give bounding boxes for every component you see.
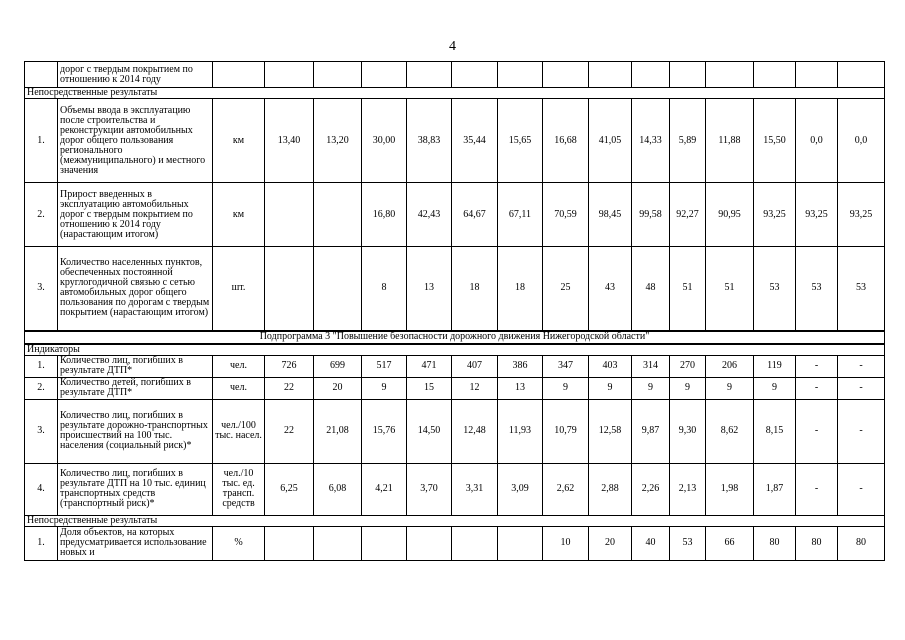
value-cell: 10 bbox=[543, 526, 589, 560]
value-cell bbox=[452, 526, 498, 560]
unit-of-measure: км bbox=[213, 183, 265, 247]
value-cell: 407 bbox=[452, 355, 498, 377]
value-cell: 18 bbox=[498, 247, 543, 331]
row-number: 1. bbox=[25, 99, 58, 183]
value-cell: 119 bbox=[754, 355, 796, 377]
value-cell: 22 bbox=[265, 377, 314, 399]
value-cell: 51 bbox=[670, 247, 706, 331]
indicator-name: Количество населенных пунктов, обеспеченных постоянной круглогодичной связью с сетью автомобильных дорог общего пользования по дорогам с твердым покрытием (нарастающим итогом) bbox=[58, 247, 213, 331]
indicators-table bbox=[24, 61, 885, 561]
section-heading: Индикаторы bbox=[25, 344, 885, 356]
value-cell: - bbox=[838, 463, 885, 515]
unit-of-measure: шт. bbox=[213, 247, 265, 331]
value-cell: 15,65 bbox=[498, 99, 543, 183]
value-cell: 3,70 bbox=[407, 463, 452, 515]
value-cell: 13 bbox=[498, 377, 543, 399]
value-cell: 9 bbox=[543, 377, 589, 399]
value-cell: 10,79 bbox=[543, 399, 589, 463]
value-cell: 726 bbox=[265, 355, 314, 377]
indicator-name: Объемы ввода в эксплуатацию после строительства и реконструкции автомобильных дорог общего пользования регионального (межмуниципального) и местного значения bbox=[58, 99, 213, 183]
value-cell: 12,48 bbox=[452, 399, 498, 463]
value-cell: 64,67 bbox=[452, 183, 498, 247]
table-row bbox=[25, 183, 885, 247]
row-number: 4. bbox=[25, 463, 58, 515]
value-cell: 386 bbox=[498, 355, 543, 377]
table-row bbox=[25, 526, 885, 560]
value-cell: 314 bbox=[632, 355, 670, 377]
value-cell: 90,95 bbox=[706, 183, 754, 247]
value-cell: 0,0 bbox=[796, 99, 838, 183]
value-cell bbox=[452, 62, 498, 88]
value-cell: 12,58 bbox=[589, 399, 632, 463]
value-cell: 4,21 bbox=[362, 463, 407, 515]
row-number: 3. bbox=[25, 247, 58, 331]
value-cell: 8,62 bbox=[706, 399, 754, 463]
value-cell: 30,00 bbox=[362, 99, 407, 183]
value-cell: 21,08 bbox=[314, 399, 362, 463]
value-cell: 11,93 bbox=[498, 399, 543, 463]
value-cell: 3,09 bbox=[498, 463, 543, 515]
indicator-name: Количество лиц, погибших в результате дорожно-транспортных происшествий на 100 тыс. населения (социальный риск)* bbox=[58, 399, 213, 463]
indicator-name: Прирост введенных в эксплуатацию автомобильных дорог с твердым покрытием по отношению к 2014 году (нарастающим итогом) bbox=[58, 183, 213, 247]
section-row bbox=[25, 344, 885, 356]
indicator-name: Количество лиц, погибших в результате ДТП* bbox=[58, 355, 213, 377]
value-cell: 0,0 bbox=[838, 99, 885, 183]
value-cell: 53 bbox=[670, 526, 706, 560]
value-cell: 8,15 bbox=[754, 399, 796, 463]
value-cell: 22 bbox=[265, 399, 314, 463]
value-cell: 53 bbox=[796, 247, 838, 331]
value-cell: 9 bbox=[362, 377, 407, 399]
value-cell: 43 bbox=[589, 247, 632, 331]
value-cell: 48 bbox=[632, 247, 670, 331]
value-cell: 80 bbox=[754, 526, 796, 560]
row-number: 1. bbox=[25, 355, 58, 377]
section-heading: Непосредственные результаты bbox=[25, 88, 885, 99]
value-cell bbox=[407, 62, 452, 88]
indicator-name: Доля объектов, на которых предусматривается использование новых и bbox=[58, 526, 213, 560]
value-cell bbox=[543, 62, 589, 88]
value-cell: 3,31 bbox=[452, 463, 498, 515]
table-row bbox=[25, 463, 885, 515]
value-cell bbox=[265, 62, 314, 88]
table-row bbox=[25, 247, 885, 331]
value-cell: 20 bbox=[589, 526, 632, 560]
indicator-name: Количество лиц, погибших в результате ДТП на 10 тыс. единиц транспортных средств (транспортный риск)* bbox=[58, 463, 213, 515]
row-number: 1. bbox=[25, 526, 58, 560]
value-cell: 15,76 bbox=[362, 399, 407, 463]
value-cell: - bbox=[796, 377, 838, 399]
value-cell: 66 bbox=[706, 526, 754, 560]
value-cell: 1,87 bbox=[754, 463, 796, 515]
unit-of-measure: % bbox=[213, 526, 265, 560]
value-cell bbox=[362, 526, 407, 560]
value-cell: 2,26 bbox=[632, 463, 670, 515]
value-cell bbox=[314, 526, 362, 560]
value-cell bbox=[498, 62, 543, 88]
value-cell: 13,40 bbox=[265, 99, 314, 183]
value-cell: 53 bbox=[754, 247, 796, 331]
value-cell: - bbox=[796, 463, 838, 515]
value-cell: 270 bbox=[670, 355, 706, 377]
value-cell: 42,43 bbox=[407, 183, 452, 247]
section-heading: Непосредственные результаты bbox=[25, 515, 885, 526]
table-row bbox=[25, 99, 885, 183]
value-cell bbox=[265, 526, 314, 560]
table-row bbox=[25, 399, 885, 463]
value-cell: 16,68 bbox=[543, 99, 589, 183]
value-cell bbox=[314, 183, 362, 247]
value-cell: 80 bbox=[838, 526, 885, 560]
value-cell: 6,08 bbox=[314, 463, 362, 515]
value-cell bbox=[754, 62, 796, 88]
value-cell: 2,13 bbox=[670, 463, 706, 515]
value-cell bbox=[265, 183, 314, 247]
unit-of-measure: чел. bbox=[213, 377, 265, 399]
value-cell: 699 bbox=[314, 355, 362, 377]
value-cell: 9 bbox=[754, 377, 796, 399]
value-cell: 347 bbox=[543, 355, 589, 377]
value-cell: 16,80 bbox=[362, 183, 407, 247]
value-cell: 14,33 bbox=[632, 99, 670, 183]
value-cell: 18 bbox=[452, 247, 498, 331]
unit-of-measure: чел./100 тыс. насел. bbox=[213, 399, 265, 463]
value-cell: 98,45 bbox=[589, 183, 632, 247]
value-cell: 15 bbox=[407, 377, 452, 399]
value-cell bbox=[589, 62, 632, 88]
value-cell: 93,25 bbox=[796, 183, 838, 247]
value-cell: 53 bbox=[838, 247, 885, 331]
value-cell: 9 bbox=[706, 377, 754, 399]
value-cell: 41,05 bbox=[589, 99, 632, 183]
row-number: 2. bbox=[25, 377, 58, 399]
indicator-name: дорог с твердым покрытием по отношению к 2014 году bbox=[58, 62, 213, 88]
value-cell: 6,25 bbox=[265, 463, 314, 515]
value-cell: 8 bbox=[362, 247, 407, 331]
value-cell: - bbox=[838, 355, 885, 377]
value-cell: 206 bbox=[706, 355, 754, 377]
value-cell: - bbox=[796, 399, 838, 463]
value-cell bbox=[314, 62, 362, 88]
value-cell: 14,50 bbox=[407, 399, 452, 463]
subprogram-heading: Подпрограмма 3 "Повышение безопасности дорожного движения Нижегородской области" bbox=[25, 331, 885, 344]
value-cell: 40 bbox=[632, 526, 670, 560]
table-row bbox=[25, 355, 885, 377]
value-cell: 80 bbox=[796, 526, 838, 560]
value-cell: 9 bbox=[670, 377, 706, 399]
value-cell: 99,58 bbox=[632, 183, 670, 247]
value-cell bbox=[407, 526, 452, 560]
value-cell bbox=[838, 62, 885, 88]
value-cell: - bbox=[838, 399, 885, 463]
section-row bbox=[25, 515, 885, 526]
subprogram-row bbox=[25, 331, 885, 344]
value-cell: 20 bbox=[314, 377, 362, 399]
row-number: 2. bbox=[25, 183, 58, 247]
value-cell: 12 bbox=[452, 377, 498, 399]
value-cell: 403 bbox=[589, 355, 632, 377]
value-cell: 35,44 bbox=[452, 99, 498, 183]
value-cell: 38,83 bbox=[407, 99, 452, 183]
unit-of-measure: чел. bbox=[213, 355, 265, 377]
value-cell: 92,27 bbox=[670, 183, 706, 247]
value-cell: 5,89 bbox=[670, 99, 706, 183]
value-cell bbox=[706, 62, 754, 88]
row-number bbox=[25, 62, 58, 88]
value-cell: 9 bbox=[589, 377, 632, 399]
indicator-name: Количество детей, погибших в результате ДТП* bbox=[58, 377, 213, 399]
table-row bbox=[25, 377, 885, 399]
table-row bbox=[25, 62, 885, 88]
value-cell: 471 bbox=[407, 355, 452, 377]
unit-of-measure: чел./10 тыс. ед. трансп. средств bbox=[213, 463, 265, 515]
value-cell: 9,30 bbox=[670, 399, 706, 463]
value-cell: 13 bbox=[407, 247, 452, 331]
value-cell: 93,25 bbox=[754, 183, 796, 247]
unit-of-measure: км bbox=[213, 99, 265, 183]
value-cell: 2,88 bbox=[589, 463, 632, 515]
unit-of-measure bbox=[213, 62, 265, 88]
value-cell: 9,87 bbox=[632, 399, 670, 463]
section-row bbox=[25, 88, 885, 99]
value-cell bbox=[632, 62, 670, 88]
value-cell: 517 bbox=[362, 355, 407, 377]
value-cell: 67,11 bbox=[498, 183, 543, 247]
value-cell: 11,88 bbox=[706, 99, 754, 183]
value-cell: 1,98 bbox=[706, 463, 754, 515]
value-cell bbox=[670, 62, 706, 88]
row-number: 3. bbox=[25, 399, 58, 463]
value-cell: 51 bbox=[706, 247, 754, 331]
value-cell bbox=[265, 247, 314, 331]
value-cell: - bbox=[838, 377, 885, 399]
value-cell: 70,59 bbox=[543, 183, 589, 247]
value-cell: 9 bbox=[632, 377, 670, 399]
value-cell bbox=[314, 247, 362, 331]
value-cell bbox=[362, 62, 407, 88]
value-cell: - bbox=[796, 355, 838, 377]
page-number: 4 bbox=[449, 39, 456, 54]
value-cell bbox=[796, 62, 838, 88]
value-cell bbox=[498, 526, 543, 560]
value-cell: 15,50 bbox=[754, 99, 796, 183]
value-cell: 13,20 bbox=[314, 99, 362, 183]
value-cell: 25 bbox=[543, 247, 589, 331]
value-cell: 2,62 bbox=[543, 463, 589, 515]
value-cell: 93,25 bbox=[838, 183, 885, 247]
